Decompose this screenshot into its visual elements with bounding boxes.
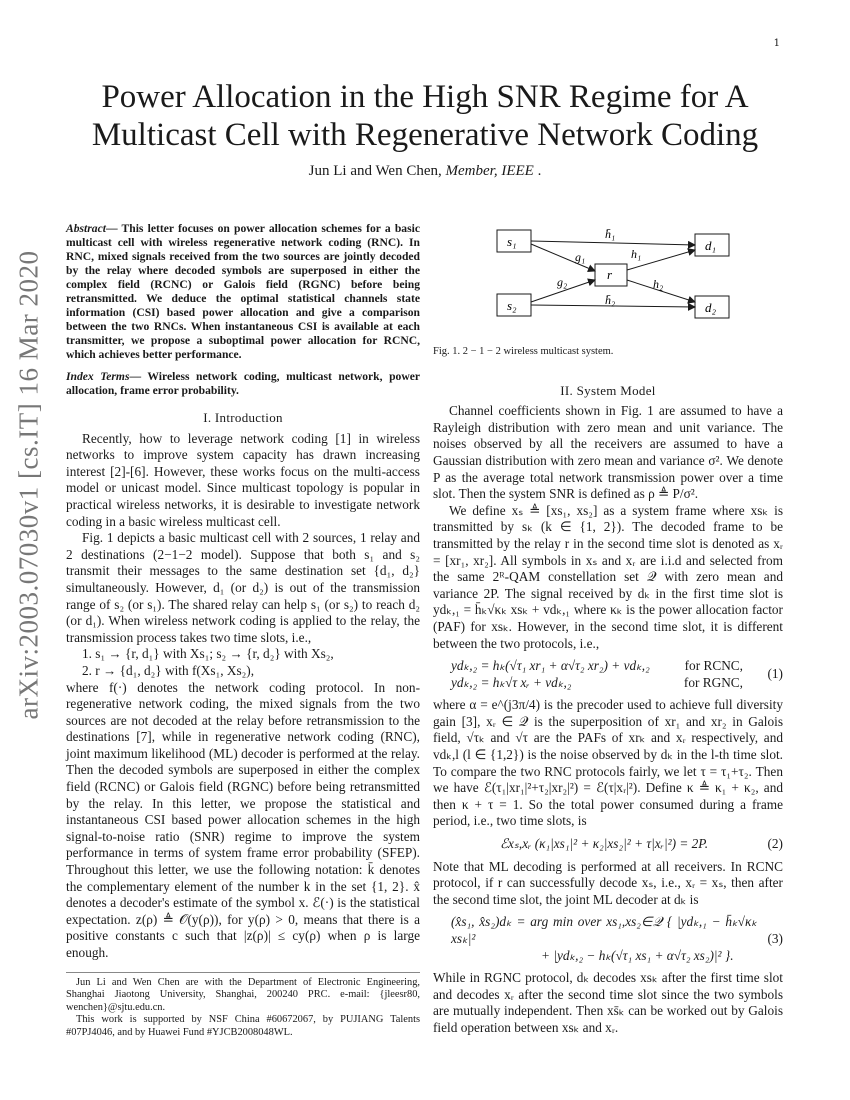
arxiv-stamp-text: arXiv:2003.07030v1 [cs.IT] 16 Mar 2020 (13, 250, 44, 720)
intro-paragraph-1: Recently, how to leverage network coding [1] in wireless networks to improve system capacity has drawn increasing interest [2]-[6]. However, these works focus on the multi-access model or unicast model. Since multicast topology is popular in practical wireless networks, it is desirable to investigate network coding in a basic wireless multicast cell. (66, 430, 420, 529)
intro-list-item-1: 1. s₁ → {r, d₁} with Xs₁; s₂ → {r, d₂} with Xs₂, (82, 646, 334, 662)
edge-label-h1bar: h̄₁ (605, 227, 616, 241)
author-line (60, 163, 790, 180)
label-d2: d₂ (705, 300, 717, 315)
edge-s1-r (531, 244, 595, 271)
system-paragraph-5: While in RGNC protocol, dₖ decodes xsₖ after the first time slot and decodes xᵣ after the second time slot since the two symbols are mutually independent. Then xs̄ₖ can be worked out by Galois field operation between xsₖ and xᵣ. (433, 970, 783, 1035)
label-s2: s₂ (507, 298, 517, 313)
label-d1: d₁ (705, 238, 717, 253)
footnote-affiliation: Jun Li and Wen Chen are with the Department of Electronic Engineering, Shanghai Jiaotong University, Shanghai, 200240 PRC. e-mail: {jleesr80, wenchen}@sjtu.edu.cn. (66, 976, 420, 1013)
edge-label-h1: h₁ (631, 247, 642, 261)
title-line-1: Power Allocation in the High SNR Regime for A (101, 79, 749, 115)
equation-2 (433, 836, 783, 853)
figure-1 (433, 226, 783, 338)
edge-label-g2: g₂ (557, 275, 568, 289)
index-terms (66, 370, 420, 398)
system-paragraph-3: where α = e^(j3π/4) is the precoder used to achieve full diversity gain [3], xᵣ ∈ 𝒬 is the superposition of xr₁ and xr₂ in Galois field, √τₖ and √τ are the PAFs of xrₖ and xᵣ respectively, and vdₖ,l (l ∈ {1,2}) is the noise observed by dₖ in the l-th time slot. To compare the two RNC protocols fairly, we let τ = τ₁+τ₂. Then we have ℰ(τ₁|xr₁|²+τ₂|xr₂|²) = ℰ(τ|xᵣ|²). Define κ ≜ κ₁ + κ₂, and then κ + τ = 1. So the total power consumed during a frame period, i.e., two time slots, is (433, 697, 783, 829)
intro-paragraph-3: where f(·) denotes the network coding protocol. In non-regenerative network coding, the mixed signals from the two sources are not decoded at the relay before retransmission to the destinations [7], while in regenerative network coding (RNC), joint maximum likelihood (ML) decoder is performed at the relay. Then the decoded symbols are superposed in either the complex field (RCNC) or Galois field (RGNC) before being retransmitted by the relay. In this letter, we propose the statistical and instantaneous CSI based power allocation schemes in the high signal-to-noise ratio (SNR) regime to improve the system performance in terms of system frame error probability (SFEP). Throughout this letter, we use the following notation: k̄ denotes the complementary element of the number k in the set {1, 2}. x̂ denotes a decoder's estimate of the symbol x. ℰ(·) is the statistical expectation. z(ρ) ≜ 𝒪(y(ρ)), for y(ρ) > 0, means that there is a positive constants c such that |z(ρ)| ≤ cy(ρ) when ρ is large enough. (66, 679, 420, 960)
abstract-body: — This letter focuses on power allocation schemes for a basic multicast cell with wireless regenerative network coding (RNC). In RNC, mixed signals received from the two sources are jointly decoded by the relay where decoded symbols are superposed in either the complex field (RCNC) or Galois field (RGNC) before being retransmitted. We deduce the optimal statistical channels state information (CSI) based power allocation and give a comparison between the two RNCs. When instantaneous CSI is available at each transmitter, we propose a suboptimal power allocation for RCNC, which achieves better performance. (66, 222, 420, 361)
label-s1: s₁ (507, 234, 517, 249)
paper-title (60, 78, 790, 154)
index-terms-heading: Index Terms (66, 370, 130, 383)
system-paragraph-2: We define xₛ ≜ [xs₁, xs₂] as a system frame where xsₖ is transmitted by sₖ (k ∈ {1, 2}). The decoded frame to be transmitted by the relay r in the second time slot is denoted as xᵣ = [xr₁, xr₂]. All symbols in xₛ and xᵣ are i.i.d and selected from the same 2ᴿ-QAM constellation set 𝒬 with zero mean and variance 2P. The signal received by dₖ in the first time slot is ydₖ,₁ = h̄ₖ√κₖ xsₖ + vdₖ,₁ where κₖ is the power allocation factor (PAF) for xsₖ. However, in the second time slot, it is different between the two protocols, i.e., (433, 502, 783, 651)
intro-paragraph-2: Fig. 1 depicts a basic multicast cell with 2 sources, 1 relay and 2 destinations (2−1−2 model). Suppose that both s₁ and s₂ transmit their messages to the same destination set {d₁, d₂} simultaneously. However, d₁ (or d₂) is out of the transmission range of s₂ (or s₁). The shared relay can help s₁ (or s₂) to reach d₂ (or d₁). When wireless network coding is applied to the relay, the transmission process takes two time slots, i.e., (66, 530, 420, 645)
abstract (66, 222, 420, 362)
left-column (66, 222, 420, 1040)
eq1-line-1: ydₖ,₂ = hₖ(√τ₁ xr₁ + α√τ₂ xr₂) + vdₖ,₂ (451, 658, 650, 674)
edge-label-h2bar: h̄₂ (605, 293, 616, 307)
eq1-number: (1) (767, 666, 783, 682)
title-line-2: Multicast Cell with Regenerative Network Coding (91, 117, 759, 153)
label-r: r (607, 267, 613, 282)
section-heading-introduction: I. Introduction (203, 410, 283, 425)
eq1-label-rgnc: for RGNC, (683, 674, 743, 690)
abstract-heading: Abstract (66, 222, 106, 235)
author-names: Jun Li and Wen Chen, (308, 163, 442, 179)
eq3-line-2: + |ydₖ,₂ − hₖ(√τ₁ xs₁ + α√τ₂ xs₂)|² }. (541, 947, 734, 963)
equation-1 (433, 658, 783, 691)
equation-3 (433, 914, 783, 964)
eq3-line-1: (x̂s₁, x̂s₂)dₖ = arg min over xs₁,xs₂∈𝒬 { |ydₖ,₁ − h̄ₖ√κₖ xsₖ|² (451, 914, 757, 946)
edge-label-h2: h₂ (653, 277, 664, 291)
right-column (433, 222, 783, 1037)
edge-label-g1: g₁ (575, 250, 586, 264)
network-diagram (433, 226, 783, 338)
intro-list-item-2: 2. r → {d₁, d₂} with f(Xs₁, Xs₂), (82, 662, 255, 678)
section-heading-system-model: II. System Model (560, 382, 656, 398)
eq1-line-2: ydₖ,₂ = hₖ√τ xᵣ + vdₖ,₂ (451, 674, 572, 690)
figure-caption: Fig. 1. 2 − 1 − 2 wireless multicast system. (433, 346, 614, 357)
eq2-body: ℰxₛ,xᵣ (κ₁|xs₁|² + κ₂|xs₂|² + τ|xᵣ|²) = 2P. (499, 836, 709, 852)
author-tail: . (533, 163, 542, 179)
system-paragraph-4: Note that ML decoding is performed at all receivers. In RCNC protocol, if r can successfully decode xₛ, i.e., xᵣ = xₛ, then after the second time slot, the joint ML decoder at dₖ is (433, 858, 783, 907)
footnotes (66, 972, 420, 1040)
eq2-number: (2) (767, 836, 783, 852)
edge-s1-d1 (531, 241, 695, 245)
arxiv-stamp (4, 250, 54, 720)
eq3-number: (3) (767, 931, 783, 946)
author-membership: Member, IEEE (445, 163, 534, 179)
eq1-label-rcnc: for RCNC, (684, 658, 743, 674)
system-paragraph-1: Channel coefficients shown in Fig. 1 are assumed to have a Rayleigh distribution with zero mean and unit variance. The noises observed by all the receivers are assumed to have a Gaussian distribution with zero mean and variance σ². We denote P as the average total network transmission power over a time slot. Then the system SNR is defined as ρ ≜ P/σ². (433, 403, 783, 502)
page-number: 1 (773, 38, 780, 49)
index-terms-body: — Wireless network coding, multicast network, power allocation, frame error probability. (66, 370, 420, 397)
footnote-funding: This work is supported by NSF China #60672067, by PUJIANG Talents #07PJ4046, and by Huawei Fund #YJCB2008048WL. (66, 1014, 420, 1038)
